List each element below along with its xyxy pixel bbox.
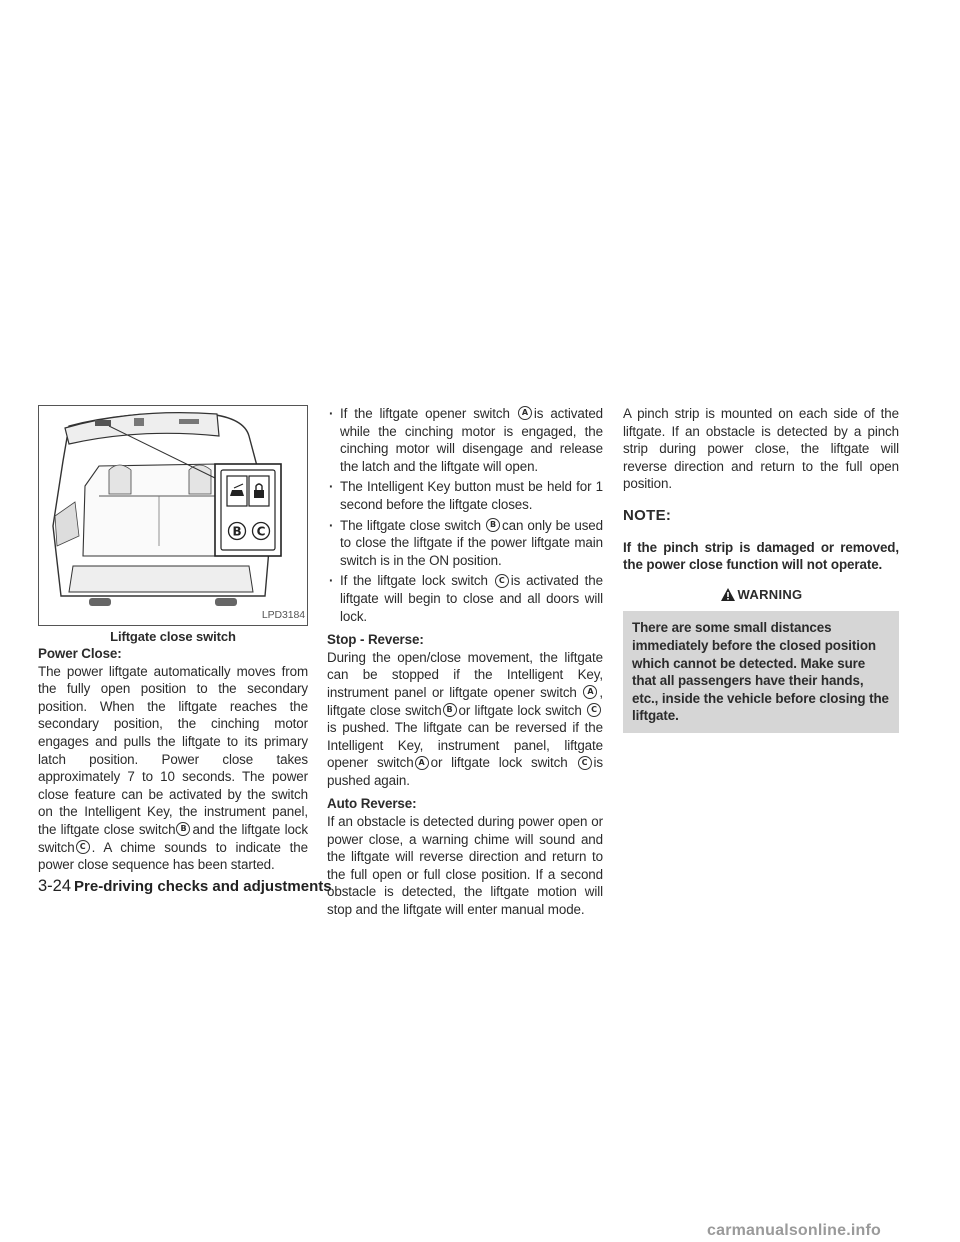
circled-letter-b-icon: B	[443, 703, 457, 717]
circled-letter-b-icon: B	[486, 518, 500, 532]
figure-caption: Liftgate close switch	[110, 629, 236, 644]
page-footer	[38, 877, 332, 896]
stop-reverse-heading: Stop - Reverse:	[327, 632, 424, 648]
circled-letter-a-icon: A	[415, 756, 429, 770]
text-run: , liftgate close switch	[327, 684, 603, 718]
circled-letter-c-icon: C	[578, 756, 592, 770]
text-run: or liftgate lock switch	[430, 755, 568, 771]
warning-box: There are some small distances immediately before the closed position which cannot be detected. Make sure that all passengers have their hands, etc., inside the vehicle before closing the liftgate.	[623, 611, 899, 733]
power-close-paragraph	[38, 663, 308, 874]
liftgate-figure	[38, 405, 308, 626]
section-title: Pre-driving checks and adjustments	[74, 878, 332, 895]
text-run: The liftgate close switch	[340, 517, 481, 533]
circled-letter-b-icon: B	[176, 822, 190, 836]
switch-label-b: B	[232, 524, 242, 539]
circled-letter-c-icon: C	[76, 840, 90, 854]
circled-letter-a-icon: A	[583, 685, 597, 699]
note-title: NOTE:	[623, 506, 672, 524]
power-close-heading: Power Close:	[38, 646, 122, 661]
circled-letter-a-icon: A	[518, 406, 532, 420]
pinch-strip-paragraph: A pinch strip is mounted on each side of the liftgate. If an obstacle is detected by a pinch strip during power close, the liftgate will reverse direction and return to the full open position.	[623, 406, 899, 492]
text-run: and the liftgate lock switch	[38, 821, 308, 855]
text-run: . A chime sounds to indicate the power close sequence has been started.	[38, 839, 308, 873]
list-item	[327, 572, 603, 625]
text-run: is pushed. The liftgate can be reversed if the Intelligent Key, instrument panel, liftgate opener switch	[327, 720, 603, 771]
switch-label-c: C	[256, 524, 266, 539]
text-run: or liftgate lock switch	[458, 702, 582, 718]
text-run: is activated while the cinching motor is engaged, the cinching motor will disengage and release the latch and the liftgate will open.	[340, 406, 604, 474]
liftgate-illustration	[39, 406, 307, 625]
column-left	[38, 405, 308, 874]
auto-reverse-heading: Auto Reverse:	[327, 796, 417, 812]
text-run: is pushed again.	[327, 755, 603, 788]
note-text: If the pinch strip is damaged or removed, the power close function will not operate.	[623, 539, 899, 573]
text-run: can only be used to close the liftgate if the power liftgate main switch is in the ON position.	[340, 517, 603, 568]
text-run: During the open/close movement, the liftgate can be stopped if the Intelligent Key, instrument panel or liftgate opener switch	[327, 649, 603, 700]
auto-reverse-paragraph: If an obstacle is detected during power open or power close, a warning chime will sound and the liftgate will reverse direction and return to the full open or full close position. If a second obstacle is detected, the liftgate motion will stop and the liftgate will enter manual mode.	[327, 814, 603, 918]
warning-title: WARNING	[737, 586, 803, 602]
page-number: 3-24	[38, 877, 72, 895]
warning-triangle-icon	[720, 587, 736, 602]
warning-heading	[623, 586, 899, 604]
text-run: If the liftgate opener switch	[340, 406, 510, 421]
list-item	[327, 405, 603, 475]
bullet-list	[327, 405, 603, 625]
list-item	[327, 517, 603, 570]
list-item: · The Intelligent Key button must be held for 1 second before the liftgate closes.	[327, 478, 603, 513]
column-middle	[327, 405, 603, 919]
stop-reverse-paragraph	[327, 649, 603, 790]
figure-code: LPD3184	[261, 609, 305, 622]
column-right	[623, 405, 899, 733]
text-run: is activated the liftgate will begin to close and all doors will lock.	[340, 573, 603, 624]
text-run: If the liftgate lock switch	[340, 573, 488, 589]
text-run: The power liftgate automatically moves from the fully open position to the secondary position. When the liftgate reaches the secondary position, the cinching motor engages and pulls the liftgate to its primary latch position. Power close takes approximately 7 to 10 seconds. The power close feature can be activated by the switch on the Intelligent Key, the instrument panel, the liftgate close switch	[38, 663, 308, 837]
watermark-text: carmanualsonline.info	[707, 1222, 882, 1239]
circled-letter-c-icon: C	[495, 574, 509, 588]
circled-letter-c-icon: C	[587, 703, 601, 717]
